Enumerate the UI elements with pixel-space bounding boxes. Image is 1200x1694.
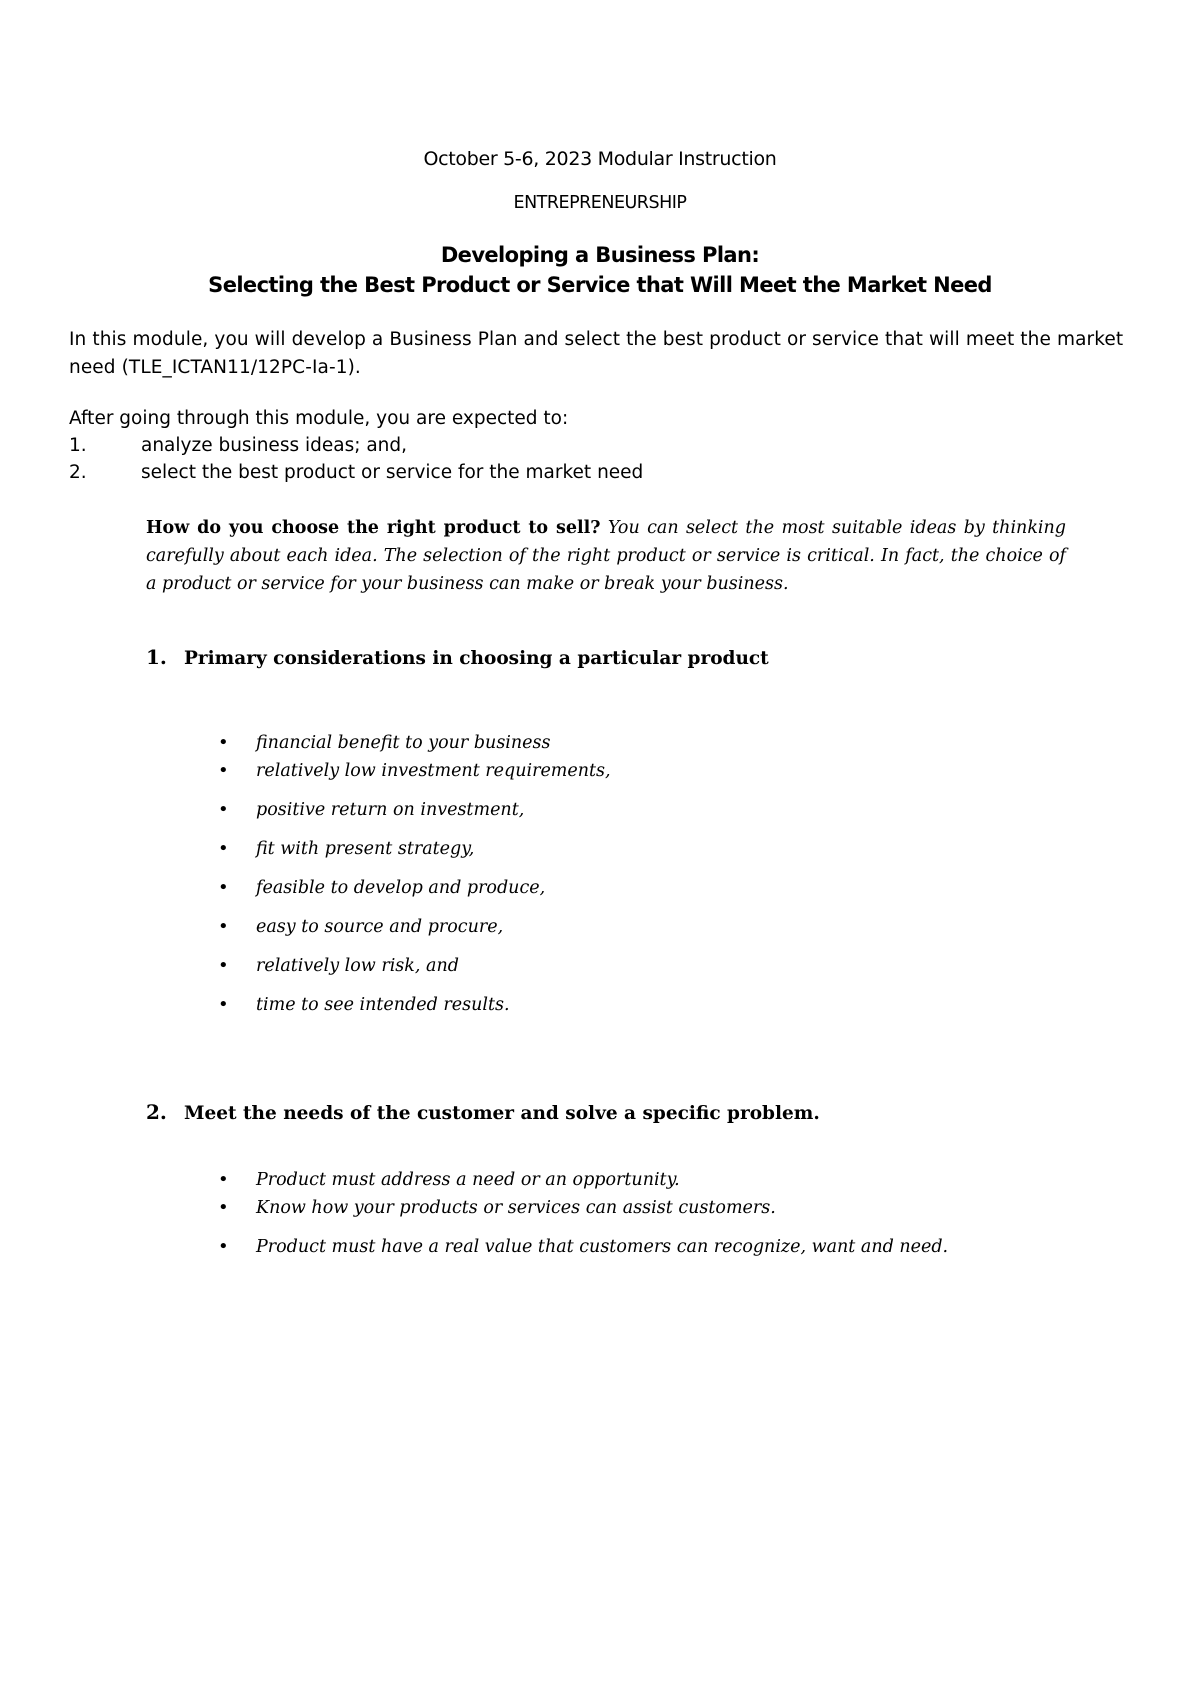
intro-paragraph: In this module, you will develop a Business Plan and select the best product or service that will meet the market need (TLE_ICTAN11/12PC-Ia-1). bbox=[69, 329, 1124, 378]
bullet-icon: • bbox=[218, 955, 229, 976]
list-item-text: financial benefit to your business bbox=[256, 733, 551, 753]
bullet-icon: • bbox=[218, 994, 229, 1015]
list-item bbox=[218, 1235, 1098, 1259]
list-item bbox=[218, 954, 1098, 978]
list-item bbox=[218, 876, 1098, 900]
guiding-question bbox=[146, 514, 1066, 598]
question-bold: How do you choose the right product to sell? bbox=[146, 518, 601, 538]
list-item bbox=[218, 993, 1098, 1017]
objective-text: select the best product or service for the market need bbox=[141, 462, 644, 483]
bullet-icon: • bbox=[218, 1236, 229, 1257]
section-number: 2. bbox=[146, 1100, 167, 1124]
subject-heading: ENTREPRENEURSHIP bbox=[513, 193, 687, 213]
page-title bbox=[0, 240, 1200, 300]
objective-item bbox=[69, 459, 1129, 486]
list-item-text: fit with present strategy, bbox=[256, 839, 475, 859]
bullet-icon: • bbox=[218, 838, 229, 859]
list-item-text: time to see intended results. bbox=[256, 995, 510, 1015]
list-item-text: relatively low investment requirements, bbox=[256, 761, 611, 781]
list-item bbox=[218, 1196, 1098, 1220]
objective-text: analyze business ideas; and, bbox=[141, 435, 408, 456]
title-line-2: Selecting the Best Product or Service that Will Meet the Market Need bbox=[208, 273, 992, 297]
question-explanation: You can select the most suitable ideas by thinking carefully about each idea. The selection of the right product or service is critical. In fact, the choice of a product or service for your business can make or break your business. bbox=[146, 518, 1066, 594]
list-item bbox=[218, 759, 1098, 783]
bullet-icon: • bbox=[218, 799, 229, 820]
date-line: October 5-6, 2023 Modular Instruction bbox=[423, 148, 777, 170]
bullet-icon: • bbox=[218, 760, 229, 781]
list-item bbox=[218, 731, 1098, 755]
list-item-text: Know how your products or services can assist customers. bbox=[256, 1198, 776, 1218]
list-item bbox=[218, 798, 1098, 822]
section-2-heading bbox=[146, 1100, 820, 1124]
section-title: Meet the needs of the customer and solve a specific problem. bbox=[184, 1103, 820, 1124]
list-item-text: Product must address a need or an opportunity. bbox=[256, 1170, 680, 1190]
considerations-list bbox=[218, 731, 1098, 1017]
objective-item bbox=[69, 432, 1129, 459]
list-item-text: relatively low risk, and bbox=[256, 956, 459, 976]
bullet-icon: • bbox=[218, 1169, 229, 1190]
list-item-text: easy to source and procure, bbox=[256, 917, 504, 937]
section-title: Primary considerations in choosing a particular product bbox=[184, 648, 769, 669]
list-item-text: feasible to develop and produce, bbox=[256, 878, 546, 898]
bullet-icon: • bbox=[218, 732, 229, 753]
list-item-text: Product must have a real value that customers can recognize, want and need. bbox=[256, 1237, 949, 1257]
bullet-icon: • bbox=[218, 1197, 229, 1218]
bullet-icon: • bbox=[218, 916, 229, 937]
objective-number: 1. bbox=[69, 435, 87, 456]
section-number: 1. bbox=[146, 645, 167, 669]
customer-needs-list bbox=[218, 1168, 1098, 1259]
title-line-1: Developing a Business Plan: bbox=[440, 243, 760, 267]
objective-number: 2. bbox=[69, 462, 87, 483]
list-item bbox=[218, 837, 1098, 861]
objectives-block bbox=[69, 405, 1129, 486]
list-item bbox=[218, 1168, 1098, 1192]
list-item-text: positive return on investment, bbox=[256, 800, 525, 820]
section-1-heading bbox=[146, 645, 769, 669]
bullet-icon: • bbox=[218, 877, 229, 898]
list-item bbox=[218, 915, 1098, 939]
objectives-intro: After going through this module, you are expected to: bbox=[69, 408, 569, 429]
